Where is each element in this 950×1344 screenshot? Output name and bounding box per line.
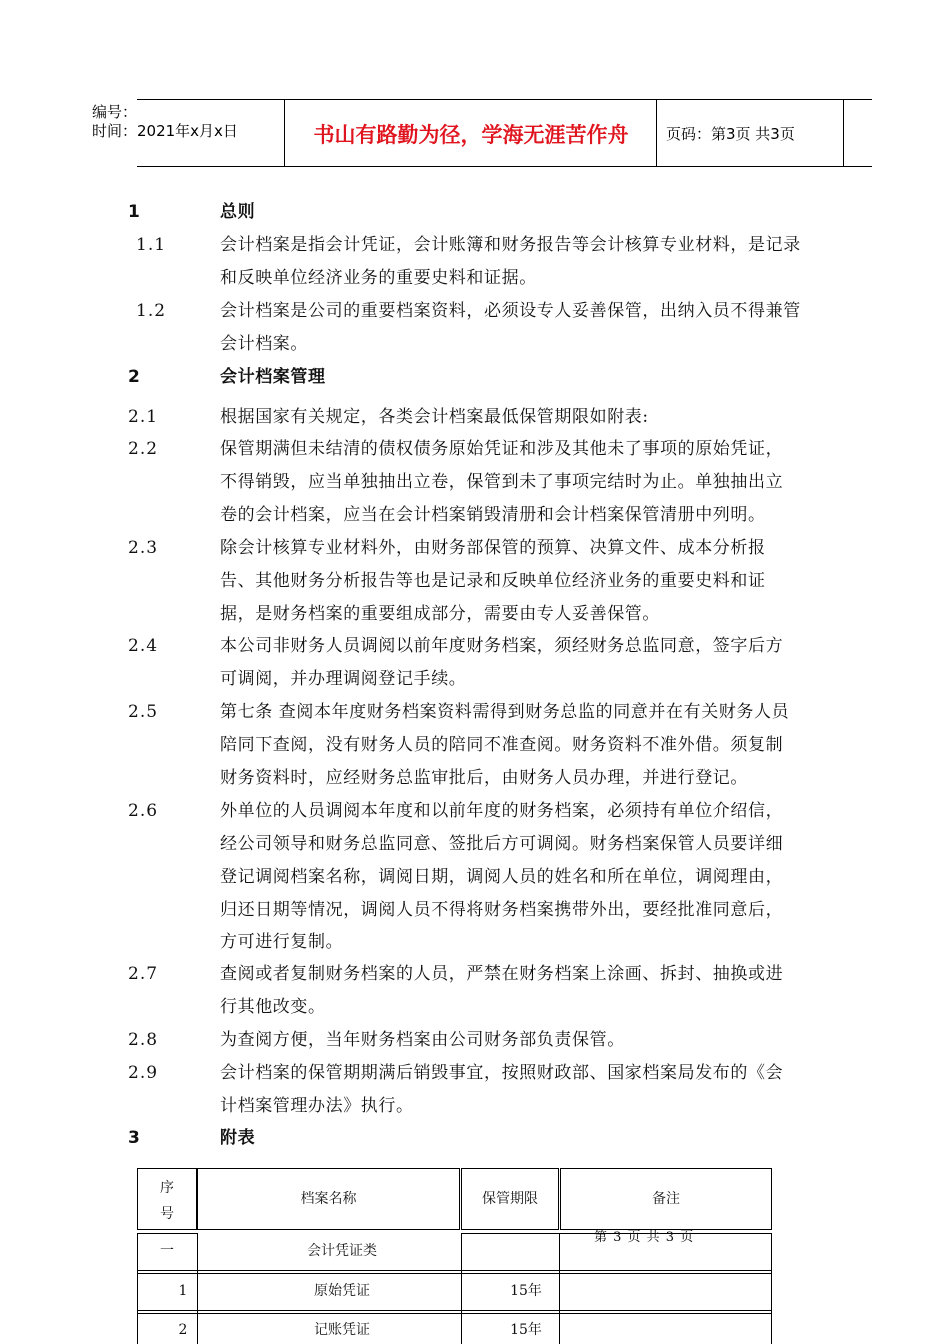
clause-number: 2.2 — [128, 439, 159, 459]
section-title: 附表 — [220, 1128, 256, 1148]
clause-number: 2.4 — [128, 636, 159, 656]
clause-line: 会计档案是公司的重要档案资料，必须设专人妥善保管，出纳入员不得兼管 — [220, 301, 801, 321]
table-cell-name: 会计凭证类 — [307, 1243, 377, 1259]
header-motto: 书山有路勤为径，学海无涯苦作舟 — [313, 123, 629, 147]
clause-number: 1.2 — [136, 301, 167, 321]
table-cell-period: 15年 — [510, 1283, 542, 1299]
header-divider-2 — [656, 99, 657, 167]
table-cell-period: 15年 — [510, 1322, 542, 1338]
clause-line: 告、其他财务分析报告等也是记录和反映单位经济业务的重要史料和证 — [220, 571, 766, 591]
table-header-seq-1: 序 — [160, 1180, 174, 1196]
table-cell-seq: 1 — [178, 1283, 188, 1299]
clause-line: 第七条 查阅本年度财务档案资料需得到财务总监的同意并在有关财务人员 — [220, 702, 790, 722]
clause-line: 保管期满但未结清的债权债务原始凭证和涉及其他未了事项的原始凭证， — [220, 439, 784, 459]
table-cell-seq: 2 — [178, 1322, 188, 1338]
clause-line: 外单位的人员调阅本年度和以前年度的财务档案，必须持有单位介绍信， — [220, 801, 784, 821]
clause-line: 会计档案的保管期期满后销毁事宜，按照财政部、国家档案局发布的《会 — [220, 1063, 784, 1083]
section-number: 3 — [128, 1128, 141, 1148]
page-footer: 第 3 页 共 3 页 — [594, 1230, 695, 1245]
clause-number: 2.3 — [128, 538, 159, 558]
table-row-rule — [137, 1273, 772, 1274]
clause-number: 2.7 — [128, 964, 159, 984]
clause-line: 财务资料时，应经财务总监审批后，由财务人员办理，并进行登记。 — [220, 768, 748, 788]
table-row-rule — [137, 1270, 772, 1271]
table-cell-seq: 一 — [160, 1243, 174, 1259]
clause-line: 计档案管理办法》执行。 — [220, 1096, 414, 1116]
clause-number: 1.1 — [136, 235, 167, 255]
table-header-name — [197, 1168, 460, 1230]
clause-line: 会计档案。 — [220, 334, 308, 354]
header-top-rule — [137, 99, 872, 100]
clause-line: 行其他改变。 — [220, 997, 326, 1017]
table-header-note-text: 备注 — [652, 1191, 680, 1207]
document-time-label: 时间：2021年x月x日 — [92, 122, 238, 140]
table-header-period — [461, 1168, 559, 1230]
clause-line: 卷的会计档案，应当在会计档案销毁清册和会计档案保管清册中列明。 — [220, 505, 766, 525]
clause-line: 陪同下查阅，没有财务人员的陪同不准查阅。财务资料不准外借。须复制 — [220, 735, 784, 755]
clause-line: 经公司领导和财务总监同意、签批后方可调阅。财务档案保管人员要详细 — [220, 834, 784, 854]
clause-line: 根据国家有关规定，各类会计档案最低保管期限如附表: — [220, 407, 649, 427]
section-number: 1 — [128, 202, 141, 222]
section-title: 总则 — [220, 202, 256, 222]
table-header-name-text: 档案名称 — [300, 1191, 357, 1207]
clause-line: 登记调阅档案名称，调阅日期，调阅人员的姓名和所在单位，调阅理由， — [220, 867, 784, 887]
header-divider-1 — [284, 99, 285, 167]
clause-line: 除会计核算专业材料外，由财务部保管的预算、决算文件、成本分析报 — [220, 538, 766, 558]
table-header-seq-2: 号 — [160, 1206, 174, 1222]
clause-number: 2.1 — [128, 407, 159, 427]
clause-line: 据，是财务档案的重要组成部分，需要由专人妥善保管。 — [220, 604, 660, 624]
table-cell-name: 原始凭证 — [314, 1283, 370, 1299]
clause-number: 2.5 — [128, 702, 159, 722]
table-col-rule — [771, 1233, 772, 1344]
clause-line: 本公司非财务人员调阅以前年度财务档案，须经财务总监同意，签字后方 — [220, 636, 784, 656]
table-cell-name: 记账凭证 — [314, 1322, 370, 1338]
clause-line: 为查阅方便，当年财务档案由公司财务部负责保管。 — [220, 1030, 625, 1050]
table-header-period-text: 保管期限 — [482, 1191, 538, 1207]
page-number-label: 页码：第3页 共3页 — [666, 125, 795, 143]
clause-line: 归还日期等情况，调阅人员不得将财务档案携带外出，要经批准同意后， — [220, 900, 784, 920]
clause-number: 2.6 — [128, 801, 159, 821]
clause-line: 查阅或者复制财务档案的人员，严禁在财务档案上涂画、拆封、抽换或进 — [220, 964, 784, 984]
section-title: 会计档案管理 — [220, 367, 326, 387]
clause-line: 可调阅，并办理调阅登记手续。 — [220, 669, 467, 689]
header-divider-3 — [843, 99, 844, 167]
table-header-note — [560, 1168, 772, 1230]
table-row-rule — [137, 1310, 772, 1311]
document-number-label: 编号： — [92, 103, 138, 121]
clause-line: 会计档案是指会计凭证，会计账簿和财务报告等会计核算专业材料，是记录 — [220, 235, 801, 255]
clause-number: 2.8 — [128, 1030, 159, 1050]
clause-line: 方可进行复制。 — [220, 932, 344, 952]
table-row-rule — [137, 1313, 772, 1314]
clause-line: 不得销毁，应当单独抽出立卷，保管到未了事项完结时为止。单独抽出立 — [220, 472, 784, 492]
clause-line: 和反映单位经济业务的重要史料和证据。 — [220, 268, 537, 288]
table-row-rule — [137, 1233, 197, 1234]
section-number: 2 — [128, 367, 141, 387]
clause-number: 2.9 — [128, 1063, 159, 1083]
header-bottom-rule — [137, 166, 872, 167]
